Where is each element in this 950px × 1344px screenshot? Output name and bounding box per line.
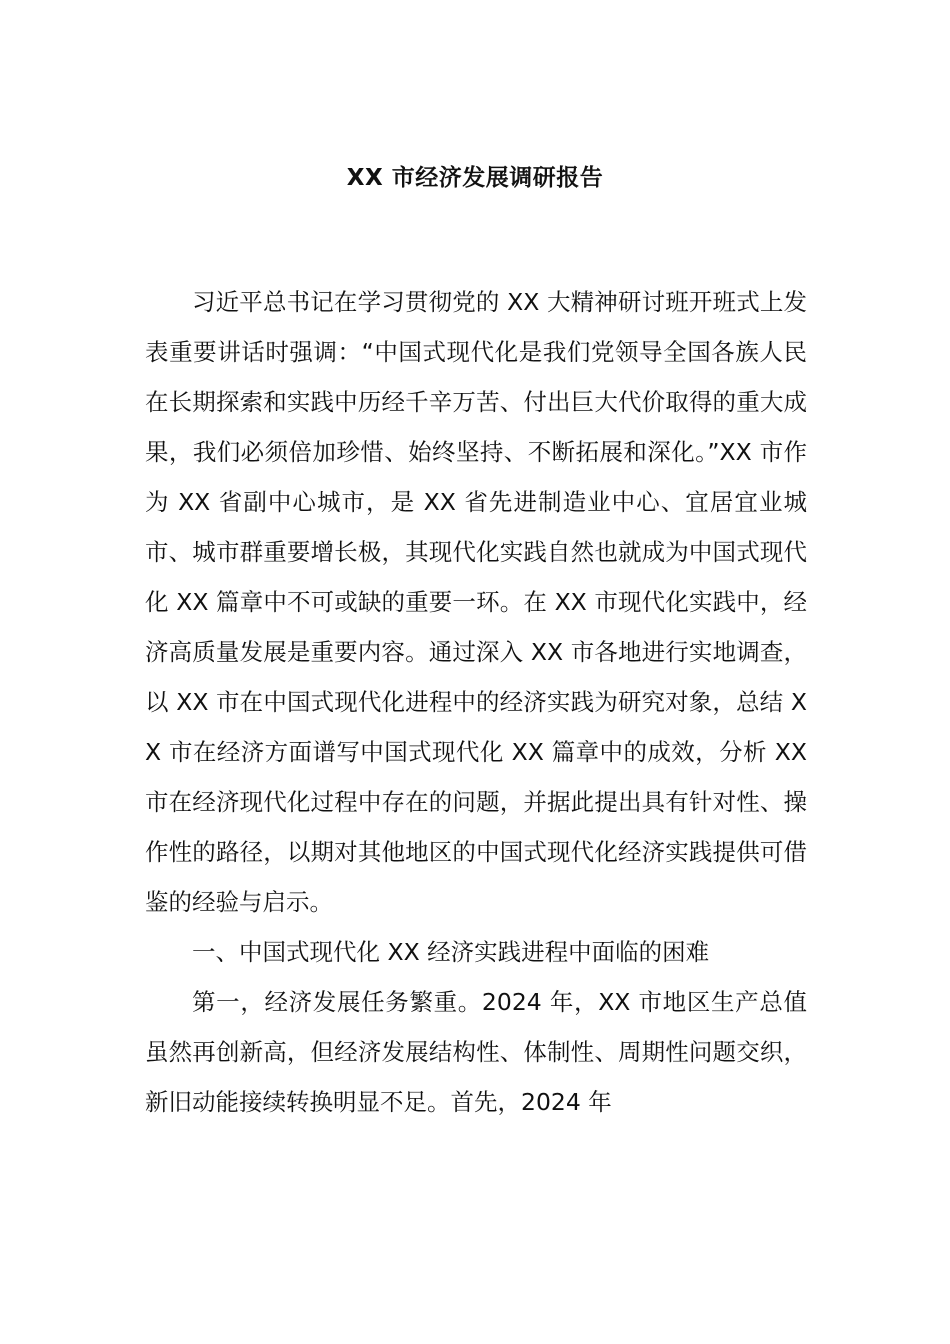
- body-paragraph: 第一，经济发展任务繁重。2024 年，XX 市地区生产总值虽然再创新高，但经济发展结构性、体制性、周期性问题交织，新旧动能接续转换明显不足。首先，2024 年: [145, 988, 807, 1116]
- document-body: [145, 277, 807, 1127]
- document-title: XX 市经济发展调研报告: [346, 165, 604, 191]
- section-heading: 一、中国式现代化 XX 经济实践进程中面临的困难: [192, 938, 710, 966]
- intro-paragraph: 习近平总书记在学习贯彻党的 XX 大精神研讨班开班式上发表重要讲话时强调：“中国式现代化是我们党领导全国各族人民在长期探索和实践中历经千辛万苦、付出巨大代价取得的重大成果，我们必须倍加珍惜、始终坚持、不断拓展和深化。”XX 市作为 XX 省副中心城市，是 XX 省先进制造业中心、宜居宜业城市、城市群重要增长极，其现代化实践自然也就成为中国式现代化 XX 篇章中不可或缺的重要一环。在 XX 市现代化实践中，经济高质量发展是重要内容。通过深入 XX 市各地进行实地调查，以 XX 市在中国式现代化进程中的经济实践为研究对象，总结 XX 市在经济方面谱写中国式现代化 XX 篇章中的成效，分析 XX 市在经济现代化过程中存在的问题，并据此提出具有针对性、操作性的路径，以期对其他地区的中国式现代化经济实践提供可借鉴的经验与启示。: [145, 288, 807, 916]
